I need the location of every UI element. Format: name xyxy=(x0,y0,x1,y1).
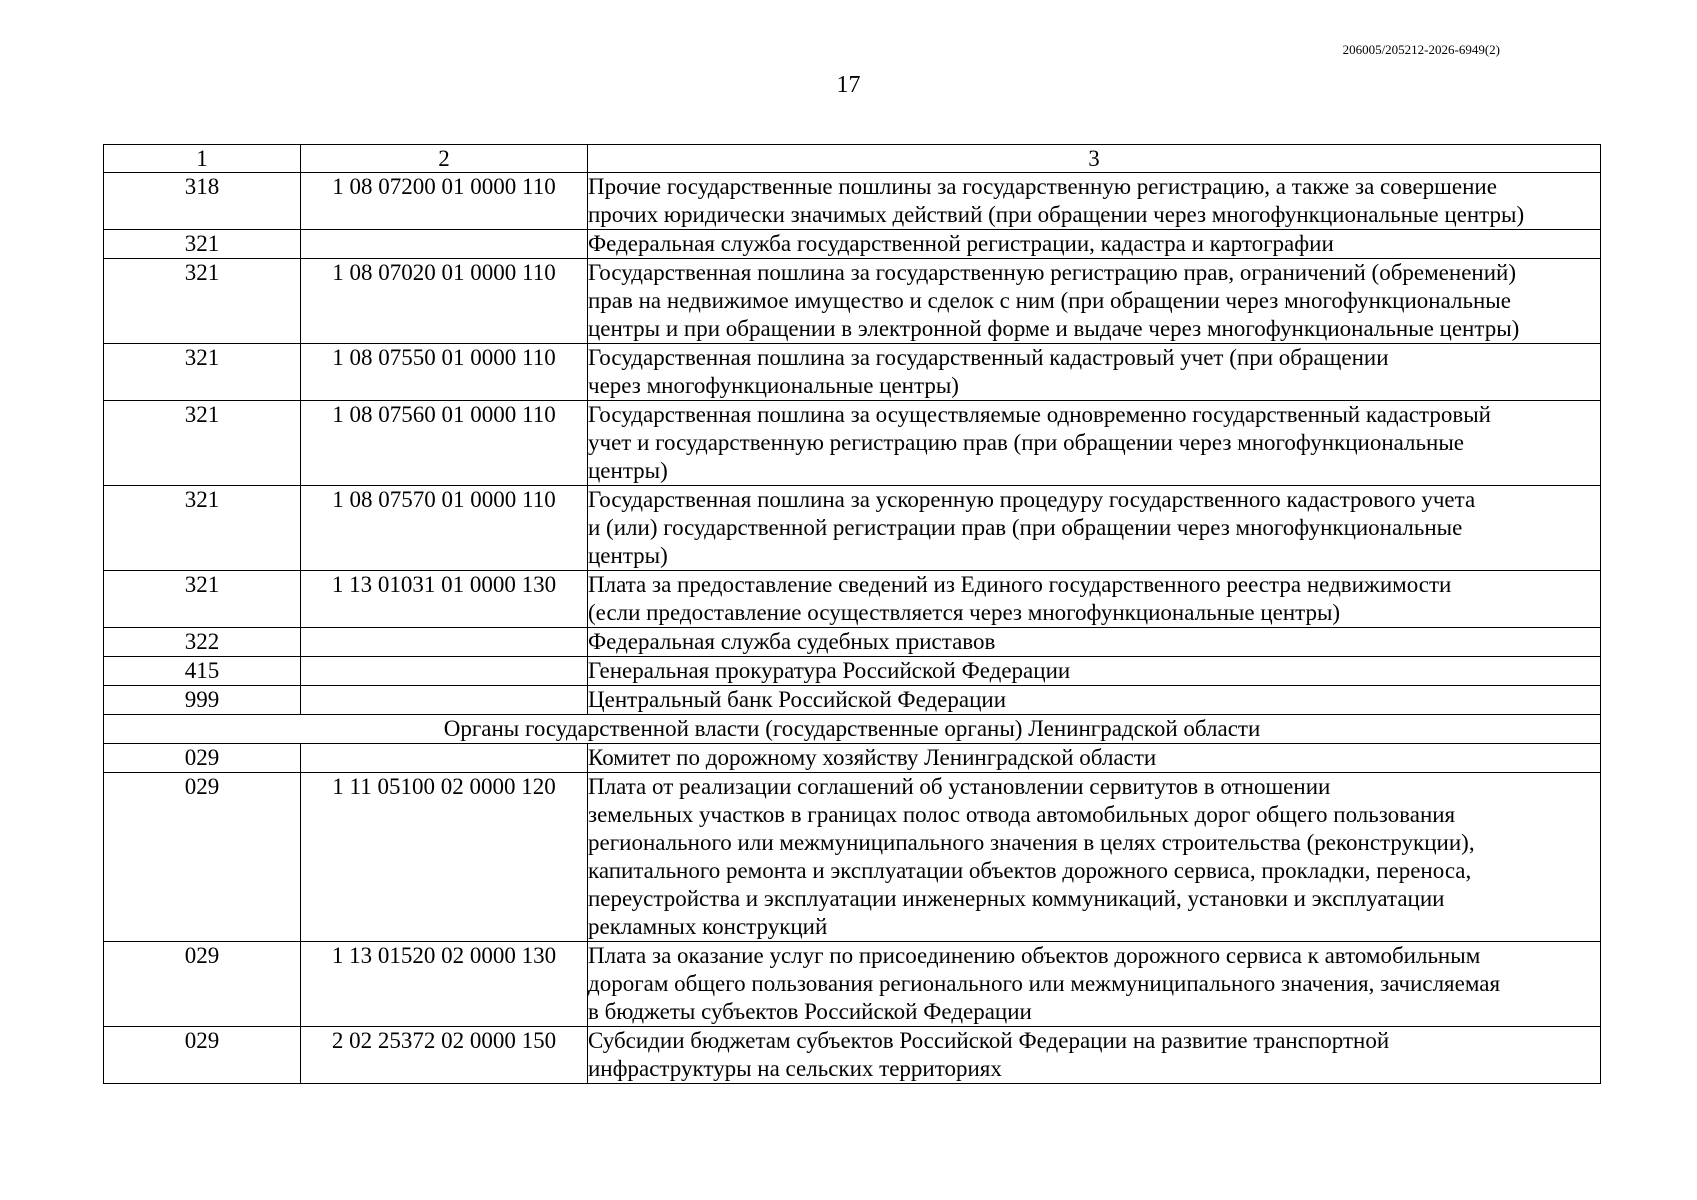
description-line: Плата за оказание услуг по присоединению объектов дорожного сервиса к автомобильным xyxy=(588,943,1481,968)
description-line: Государственная пошлина за осуществляемые одновременно государственный кадастровый xyxy=(588,402,1491,427)
description-line: центры и при обращении в электронной форме и выдаче через многофункциональные центры) xyxy=(588,316,1520,341)
table-row xyxy=(104,571,1601,628)
description-line: (если предоставление осуществляется через многофункциональные центры) xyxy=(588,600,1341,625)
description-line: земельных участков в границах полос отвода автомобильных дорог общего пользования xyxy=(588,802,1456,827)
header-col-3: 3 xyxy=(588,145,1601,173)
description-line: Центральный банк Российской Федерации xyxy=(588,687,1007,712)
admin-code-cell: 321 xyxy=(104,230,301,259)
section-title: Органы государственной власти (государственные органы) Ленинградской области xyxy=(104,715,1601,744)
table-row xyxy=(104,942,1601,1027)
admin-code-cell: 029 xyxy=(104,744,301,773)
description-line: Государственная пошлина за ускоренную процедуру государственного кадастрового учета xyxy=(588,487,1476,512)
table-row xyxy=(104,259,1601,344)
admin-code-cell: 321 xyxy=(104,571,301,628)
revenue-code-cell xyxy=(301,628,588,657)
description-line: инфраструктуры на сельских территориях xyxy=(588,1056,1002,1081)
table-row xyxy=(104,744,1601,773)
description-line: Субсидии бюджетам субъектов Российской Федерации на развитие транспортной xyxy=(588,1028,1390,1053)
description-line: Государственная пошлина за государственный кадастровый учет (при обращении xyxy=(588,345,1389,370)
description-line: Федеральная служба государственной регистрации, кадастра и картографии xyxy=(588,231,1334,256)
table-row xyxy=(104,686,1601,715)
description-line: капитального ремонта и эксплуатации объектов дорожного сервиса, прокладки, переноса, xyxy=(588,858,1472,883)
admin-code-cell: 322 xyxy=(104,628,301,657)
description-line: дорогам общего пользования регионального или межмуниципального значения, зачисляемая xyxy=(588,971,1501,996)
admin-code-cell: 321 xyxy=(104,344,301,401)
description-line: прочих юридически значимых действий (при обращении через многофункциональные центры) xyxy=(588,202,1525,227)
revenue-code-cell xyxy=(301,686,588,715)
description-line: через многофункциональные центры) xyxy=(588,373,959,398)
table-row xyxy=(104,1027,1601,1084)
description-cell xyxy=(588,230,1601,259)
description-line: Прочие государственные пошлины за государственную регистрацию, а также за совершение xyxy=(588,174,1497,199)
revenue-code-cell: 1 08 07200 01 0000 110 xyxy=(301,173,588,230)
description-cell xyxy=(588,657,1601,686)
table-row xyxy=(104,486,1601,571)
description-line: прав на недвижимое имущество и сделок с ним (при обращении через многофункциональные xyxy=(588,288,1511,313)
table-row xyxy=(104,628,1601,657)
description-line: Плата за предоставление сведений из Единого государственного реестра недвижимости xyxy=(588,572,1452,597)
admin-code-cell: 415 xyxy=(104,657,301,686)
description-cell xyxy=(588,344,1601,401)
table-row xyxy=(104,657,1601,686)
description-line: центры) xyxy=(588,543,668,568)
admin-code-cell: 321 xyxy=(104,486,301,571)
admin-code-cell: 029 xyxy=(104,773,301,942)
description-line: в бюджеты субъектов Российской Федерации xyxy=(588,999,1032,1024)
revenue-code-cell: 2 02 25372 02 0000 150 xyxy=(301,1027,588,1084)
revenue-code-cell: 1 13 01031 01 0000 130 xyxy=(301,571,588,628)
admin-code-cell: 318 xyxy=(104,173,301,230)
admin-code-cell: 029 xyxy=(104,942,301,1027)
revenue-code-cell: 1 08 07560 01 0000 110 xyxy=(301,401,588,486)
description-line: Генеральная прокуратура Российской Федерации xyxy=(588,658,1071,683)
description-line: Государственная пошлина за государственную регистрацию прав, ограничений (обременений) xyxy=(588,260,1516,285)
description-cell xyxy=(588,486,1601,571)
table-row xyxy=(104,230,1601,259)
revenue-code-cell xyxy=(301,744,588,773)
description-cell xyxy=(588,686,1601,715)
table-row xyxy=(104,344,1601,401)
document-id: 206005/205212-2026-6949(2) xyxy=(1342,42,1500,57)
description-line: рекламных конструкций xyxy=(588,914,828,939)
table-row xyxy=(104,401,1601,486)
table-section-row xyxy=(104,715,1601,744)
description-line: регионального или межмуниципального значения в целях строительства (реконструкции), xyxy=(588,830,1475,855)
table-row xyxy=(104,773,1601,942)
revenue-code-cell: 1 08 07550 01 0000 110 xyxy=(301,344,588,401)
description-cell xyxy=(588,259,1601,344)
revenue-code-cell xyxy=(301,657,588,686)
header-col-2: 2 xyxy=(301,145,588,173)
admin-code-cell: 999 xyxy=(104,686,301,715)
revenue-code-cell: 1 11 05100 02 0000 120 xyxy=(301,773,588,942)
revenue-code-cell: 1 08 07570 01 0000 110 xyxy=(301,486,588,571)
admin-code-cell: 029 xyxy=(104,1027,301,1084)
description-cell xyxy=(588,571,1601,628)
description-cell xyxy=(588,628,1601,657)
admin-code-cell: 321 xyxy=(104,259,301,344)
admin-code-cell: 321 xyxy=(104,401,301,486)
table-row xyxy=(104,173,1601,230)
header-col-1: 1 xyxy=(104,145,301,173)
description-cell xyxy=(588,942,1601,1027)
table-header-row xyxy=(104,145,1601,173)
description-cell xyxy=(588,1027,1601,1084)
description-cell xyxy=(588,744,1601,773)
revenue-code-cell: 1 13 01520 02 0000 130 xyxy=(301,942,588,1027)
description-line: центры) xyxy=(588,458,668,483)
description-cell xyxy=(588,173,1601,230)
description-line: Федеральная служба судебных приставов xyxy=(588,629,996,654)
revenue-code-cell xyxy=(301,230,588,259)
description-cell xyxy=(588,773,1601,942)
revenue-code-table xyxy=(103,144,1601,1084)
page-number: 17 xyxy=(836,72,861,98)
revenue-code-cell: 1 08 07020 01 0000 110 xyxy=(301,259,588,344)
description-line: переустройства и эксплуатации инженерных коммуникаций, установки и эксплуатации xyxy=(588,886,1445,911)
description-line: и (или) государственной регистрации прав (при обращении через многофункциональные xyxy=(588,515,1463,540)
description-line: Комитет по дорожному хозяйству Ленинградской области xyxy=(588,745,1157,770)
description-line: учет и государственную регистрацию прав (при обращении через многофункциональные xyxy=(588,430,1464,455)
description-line: Плата от реализации соглашений об установлении сервитутов в отношении xyxy=(588,774,1331,799)
description-cell xyxy=(588,401,1601,486)
